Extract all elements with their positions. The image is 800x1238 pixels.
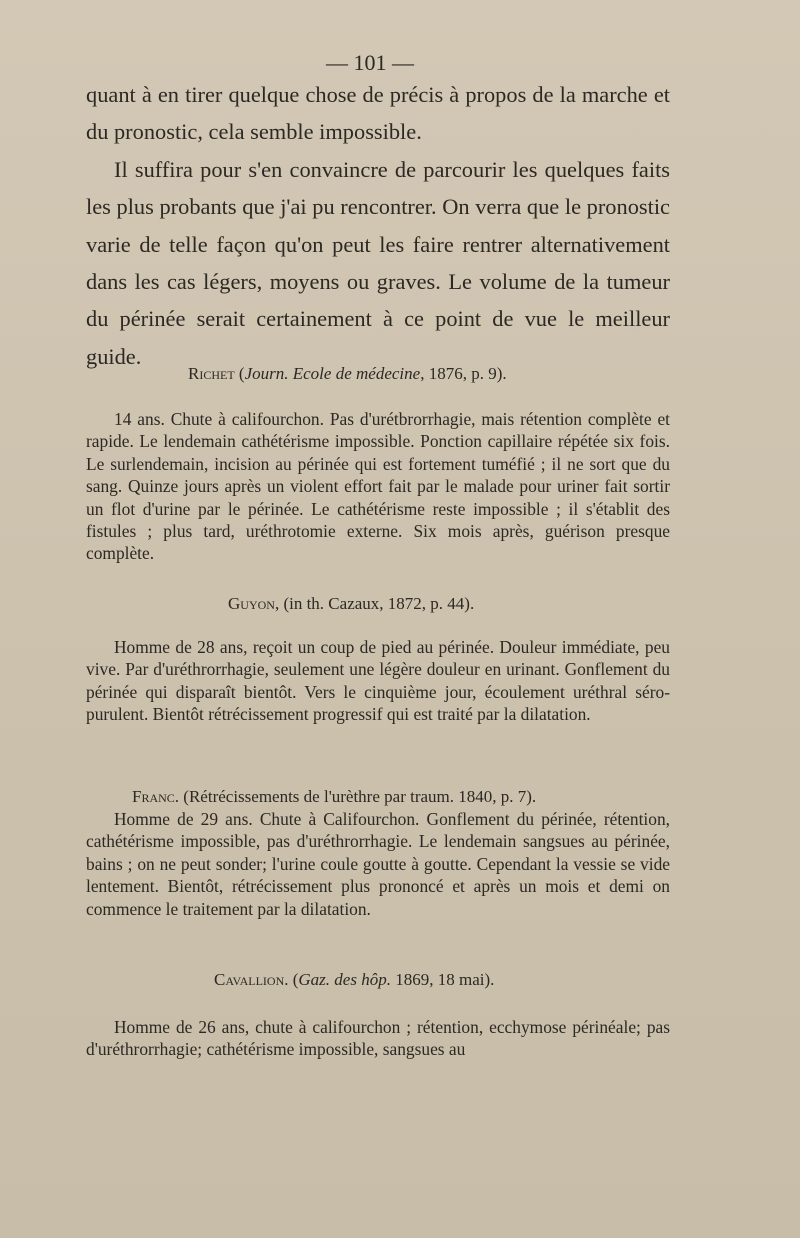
case-text-cavallion: Homme de 26 ans, chute à califourchon ; rétention, ecchymose périnéale; pas d'uréthrorrhagie; cathétérisme impossible, sangsues au — [86, 1017, 670, 1060]
case-reference-franc: Franc. (Rétrécissements de l'urèthre par traum. 1840, p. 7). — [132, 787, 537, 806]
case-text-franc: Homme de 29 ans. Chute à Califourchon. Gonflement du périnée, rétention, cathétérisme impossible, pas d'uréthrorrhagie. Le lendemain sangsues au périnée, bains ; on ne peut sonder; l'urine coule goutte à goutte. Cependant la vessie se vide lentement. Bientôt, rétrécissement plus prononcé et après un mois et demi on commence le traitement par la dilatation. — [86, 809, 670, 919]
case-reference-richet: Richet (Journ. Ecole de médecine, 1876, p. 9). — [188, 364, 507, 383]
case-reference-cavallion: Cavallion. (Gaz. des hôp. 1869, 18 mai). — [214, 970, 495, 989]
page-number: — 101 — — [326, 50, 414, 75]
intro-paragraph-2: Il suffira pour s'en convaincre de parcourir les quelques faits les plus probants que j'ai pu rencontrer. On verra que le pronostic varie de telle façon qu'on peut les faire rentrer alternativement dans les cas légers, moyens ou graves. Le volume de la tumeur du périnée serait certainement à ce point de vue le meilleur guide. — [86, 156, 670, 369]
case-text-richet: 14 ans. Chute à califourchon. Pas d'urétbrorrhagie, mais rétention complète et rapide. Le lendemain cathétérisme impossible. Ponction capillaire répétée six fois. Le surlendemain, incision au périnée qui est fortement tuméfié ; il ne sort que du sang. Quinze jours après un violent effort fait par le malade pour uriner fait sortir un flot d'urine par le périnée. Le cathétérisme reste impossible ; il s'établit des fistules ; plus tard, uréthrotomie externe. Six mois après, guérison presque complète. — [86, 409, 670, 564]
case-text-guyon: Homme de 28 ans, reçoit un coup de pied au périnée. Douleur immédiate, peu vive. Par d'uréthrorrhagie, seulement une légère douleur en urinant. Gonflement du périnée qui disparaît bientôt. Vers le cinquième jour, écoulement uréthral séro-purulent. Bientôt rétrécissement progressif qui est traité par la dilatation. — [86, 637, 670, 725]
case-reference-guyon: Guyon, (in th. Cazaux, 1872, p. 44). — [228, 594, 475, 613]
intro-text — [86, 76, 670, 375]
intro-paragraph-1: quant à en tirer quelque chose de précis à propos de la marche et du pronostic, cela semble impossible. — [86, 82, 670, 145]
